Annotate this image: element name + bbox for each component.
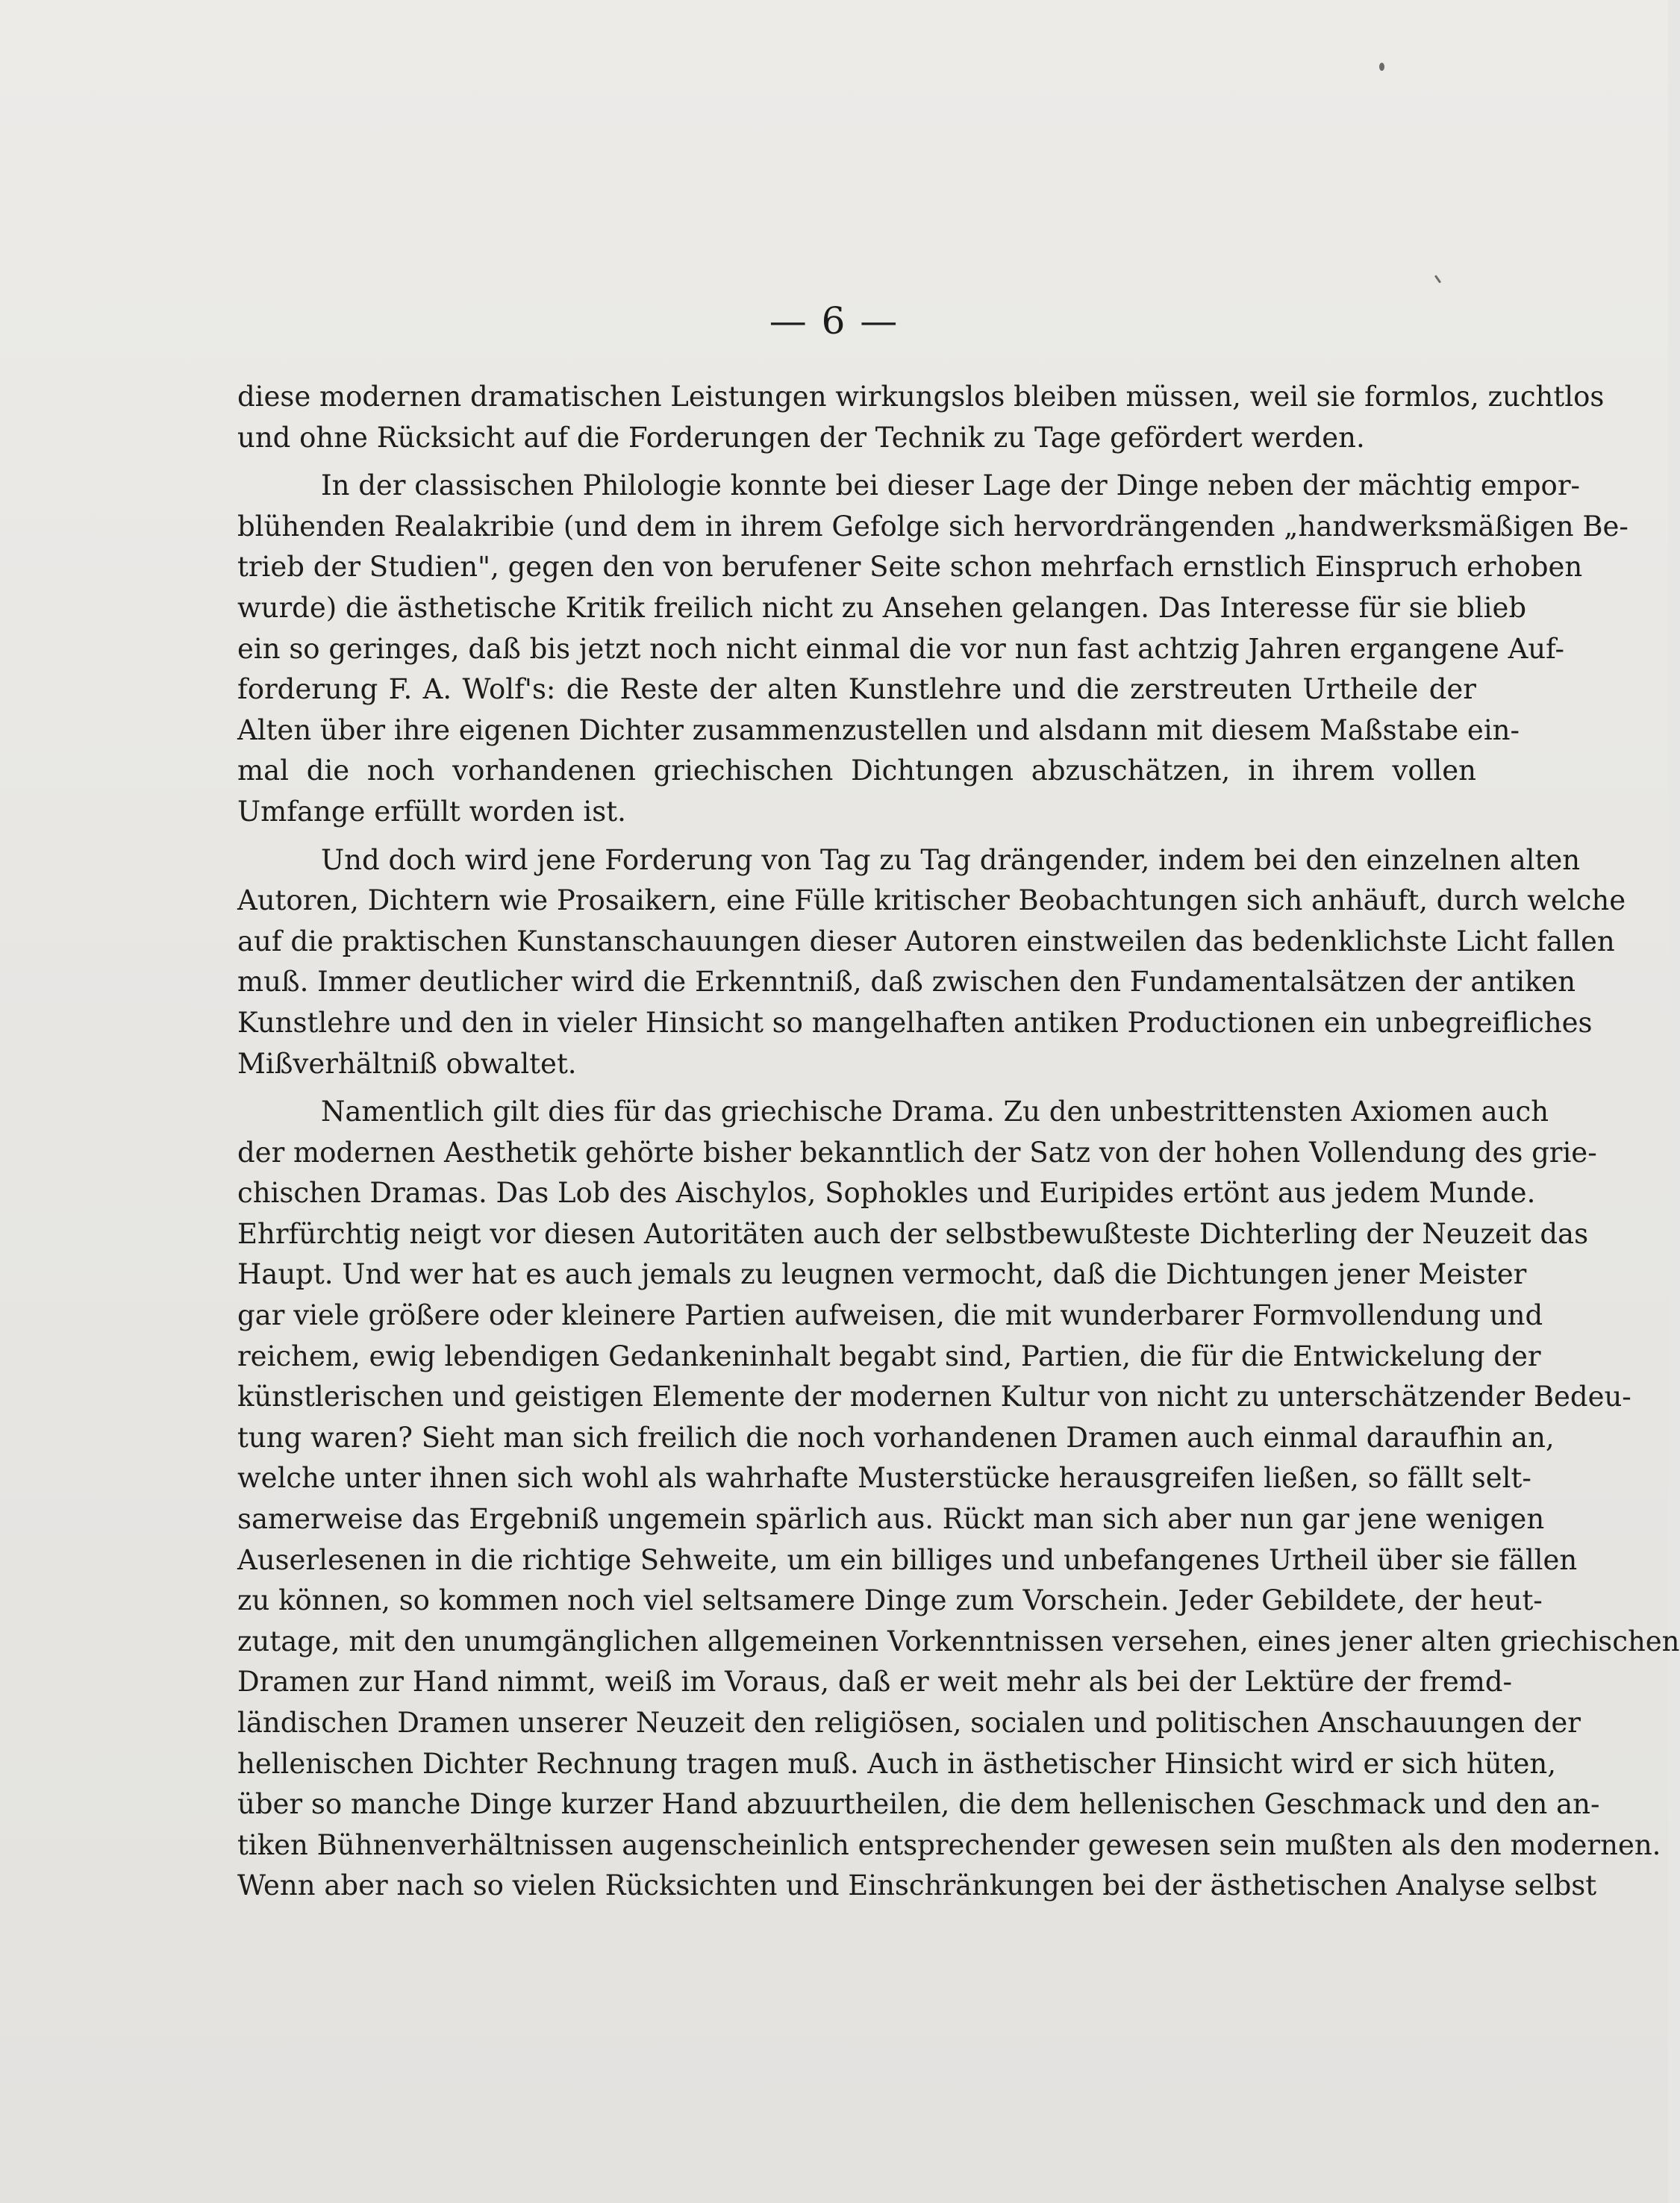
text-line: trieb der Studien", gegen den von berufener Seite schon mehrfach ernstlich Einspruch erhoben <box>237 551 1583 584</box>
text-line: zutage, mit den unumgänglichen allgemeinen Vorkenntnissen versehen, eines jener alten griechischen <box>237 1625 1680 1657</box>
text-line: Ehrfürchtig neigt vor diesen Autoritäten auch der selbstbewußteste Dichterling der Neuzeit das <box>237 1217 1589 1250</box>
paragraph-1 <box>237 377 1605 458</box>
text-line: samerweise das Ergebniß ungemein spärlich aus. Rückt man sich aber nun gar jene wenigen <box>237 1503 1545 1536</box>
paragraph-3 <box>237 840 1626 1085</box>
text-line: ländischen Dramen unserer Neuzeit den religiösen, socialen und politischen Anschauungen der <box>237 1707 1581 1739</box>
text-line: Kunstlehre und den in vieler Hinsicht so mangelhaften antiken Productionen ein unbegreifliches <box>237 1006 1593 1039</box>
text-line: künstlerischen und geistigen Elemente der modernen Kultur von nicht zu unterschätzender Bedeu- <box>237 1381 1631 1413</box>
text-line: forderung F. A. Wolf's: die Reste der alten Kunstlehre und die zerstreuten Urtheile der <box>237 673 1476 706</box>
text-line: Umfange erfüllt worden ist. <box>237 795 626 828</box>
text-line: der modernen Aesthetik gehörte bisher bekanntlich der Satz von der hohen Vollendung des grie- <box>237 1136 1597 1169</box>
text-line: Und doch wird jene Forderung von Tag zu Tag drängender, indem bei den einzelnen alten <box>321 843 1581 876</box>
text-line: hellenischen Dichter Rechnung tragen muß. Auch in ästhetischer Hinsicht wird er sich hüten, <box>237 1747 1557 1780</box>
text-line: reichem, ewig lebendigen Gedankeninhalt begabt sind, Partien, die für die Entwickelung der <box>237 1340 1541 1372</box>
text-line: Dramen zur Hand nimmt, weiß im Voraus, daß er weit mehr als bei der Lektüre der fremd- <box>237 1666 1513 1699</box>
text-line: ein so geringes, daß bis jetzt noch nicht einmal die vor nun fast achtzig Jahren ergangene Auf- <box>237 632 1565 665</box>
text-line: gar viele größere oder kleinere Partien aufweisen, die mit wunderbarer Formvollendung und <box>237 1299 1543 1332</box>
text-line: tung waren? Sieht man sich freilich die noch vorhandenen Dramen auch einmal daraufhin an, <box>237 1421 1555 1454</box>
text-line: diese modernen dramatischen Leistungen wirkungslos bleiben müssen, weil sie formlos, zuchtlos <box>237 381 1605 413</box>
text-line: Alten über ihre eigenen Dichter zusammenzustellen und alsdann mit diesem Maßstabe ein- <box>237 713 1520 746</box>
text-line: In der classischen Philologie konnte bei dieser Lage der Dinge neben der mächtig empor- <box>321 469 1581 502</box>
text-line: welche unter ihnen sich wohl als wahrhafte Musterstücke herausgreifen ließen, so fällt selt- <box>237 1462 1531 1495</box>
text-line: Wenn aber nach so vielen Rücksichten und Einschränkungen bei der ästhetischen Analyse selbst <box>237 1869 1597 1902</box>
paragraph-4 <box>237 1092 1680 1907</box>
text-line: über so manche Dinge kurzer Hand abzuurtheilen, die dem hellenischen Geschmack und den an- <box>237 1788 1600 1821</box>
body-text <box>237 377 1680 1907</box>
text-line: zu können, so kommen noch viel seltsamere Dinge zum Vorschein. Jeder Gebildete, der heut- <box>237 1584 1543 1617</box>
text-line: tiken Bühnenverhältnissen augenscheinlich entsprechender gewesen sein mußten als den modernen. <box>237 1828 1661 1861</box>
text-line: muß. Immer deutlicher wird die Erkenntniß, daß zwischen den Fundamentalsätzen der antiken <box>237 966 1576 999</box>
text-line: blühenden Realakribie (und dem in ihrem Gefolge sich hervordrängenden „handwerksmäßigen Be- <box>237 510 1629 543</box>
text-line: Autoren, Dichtern wie Prosaikern, eine Fülle kritischer Beobachtungen sich anhäuft, durch welche <box>237 884 1626 917</box>
text-line: mal die noch vorhandenen griechischen Dichtungen abzuschätzen, in ihrem vollen <box>237 754 1476 787</box>
scan-dust-speck <box>1434 275 1441 284</box>
scan-dust-speck <box>1379 63 1384 71</box>
text-line: Mißverhältniß obwaltet. <box>237 1047 577 1080</box>
text-line: Auserlesenen in die richtige Sehweite, um ein billiges und unbefangenes Urtheil über sie fällen <box>237 1543 1578 1576</box>
text-line: chischen Dramas. Das Lob des Aischylos, Sophokles und Euripides ertönt aus jedem Munde. <box>237 1177 1536 1210</box>
text-line: wurde) die ästhetische Kritik freilich nicht zu Ansehen gelangen. Das Interesse für sie blieb <box>237 591 1527 624</box>
text-line: auf die praktischen Kunstanschauungen dieser Autoren einstweilen das bedenklichste Licht fallen <box>237 925 1615 957</box>
page-number: — 6 — <box>769 299 899 343</box>
text-line: Haupt. Und wer hat es auch jemals zu leugnen vermocht, daß die Dichtungen jener Meister <box>237 1258 1527 1291</box>
text-line: Namentlich gilt dies für das griechische Drama. Zu den unbestrittensten Axiomen auch <box>321 1096 1549 1128</box>
text-line: und ohne Rücksicht auf die Forderungen der Technik zu Tage gefördert werden. <box>237 421 1365 454</box>
paragraph-2 <box>237 466 1629 832</box>
